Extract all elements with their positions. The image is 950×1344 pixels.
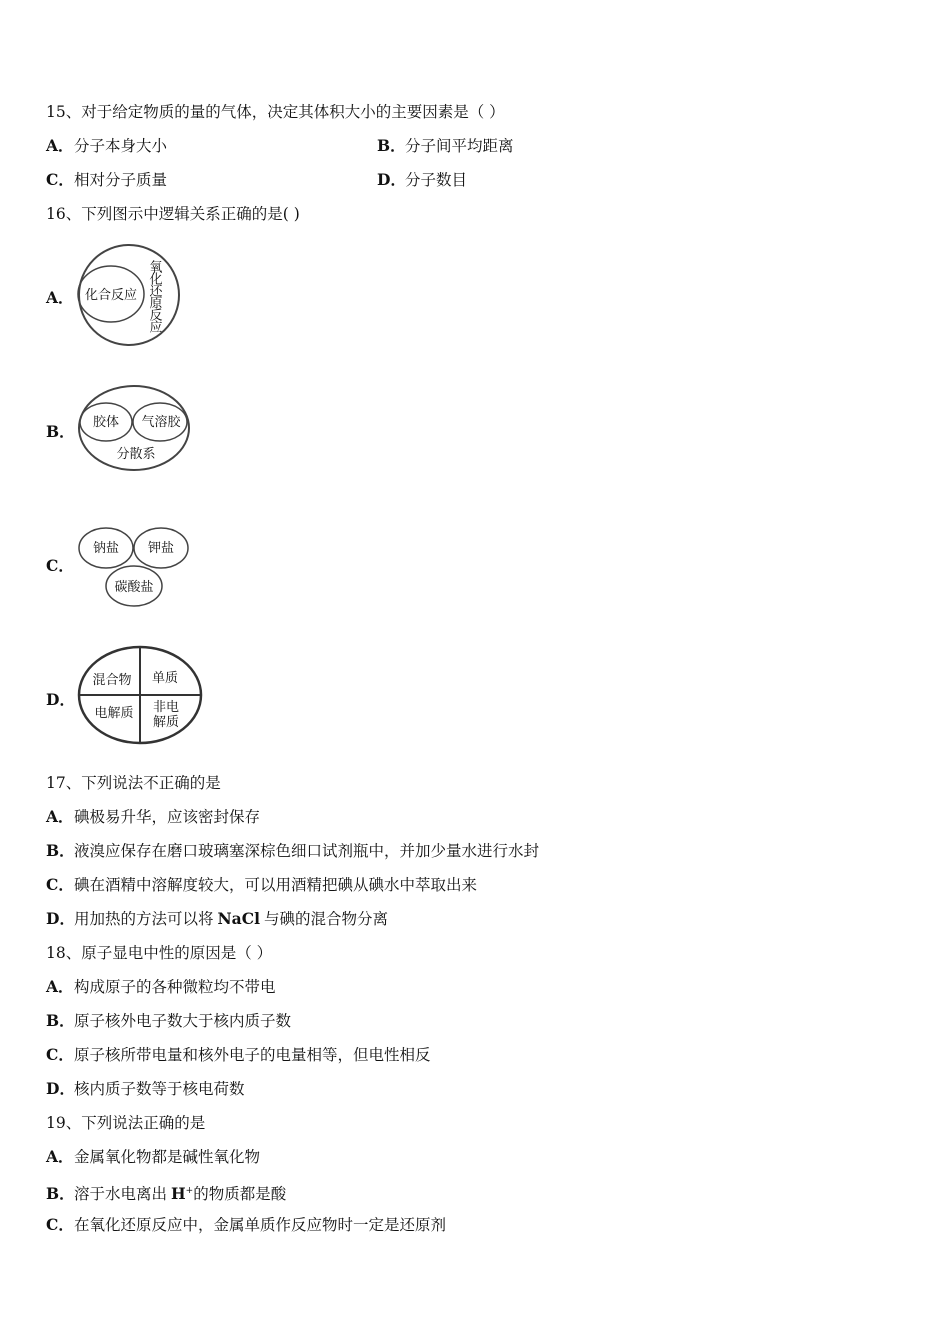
diagram-b	[74, 382, 196, 474]
ion-h: H	[171, 1184, 186, 1204]
q19-option-b	[46, 1181, 286, 1204]
diagram-d	[74, 644, 208, 748]
label-redox-reaction: 氧化还原反应	[146, 260, 162, 332]
option-label: B．	[46, 841, 75, 860]
label-electrolyte: 电解质	[94, 706, 134, 721]
option-text: 分子间平均距离	[405, 137, 514, 155]
option-text: 分子数目	[405, 171, 468, 189]
q16-option-a-label: A．	[46, 288, 74, 307]
label-combination-reaction: 化合反应	[84, 288, 138, 303]
option-text: 原子核外电子数大于核内质子数	[74, 1012, 292, 1030]
label-aerosol: 气溶胶	[141, 415, 181, 430]
option-text: 分子本身大小	[74, 137, 168, 155]
q18-option-b	[46, 1011, 291, 1031]
q18-option-a	[46, 977, 276, 997]
option-text: 用加热的方法可以将	[74, 910, 214, 928]
label-nonelectrolyte-2: 解质	[152, 715, 180, 730]
option-label: B．	[377, 136, 406, 155]
q18-option-d	[46, 1079, 245, 1099]
option-label: D．	[377, 170, 406, 189]
q15-option-d	[377, 170, 467, 190]
option-text: 碘极易升华，应该密封保存	[74, 808, 261, 826]
option-label: A．	[46, 807, 74, 826]
option-text: 相对分子质量	[74, 171, 168, 189]
option-text-cont: 的物质都是酸	[193, 1185, 287, 1204]
option-label: C．	[46, 1215, 74, 1234]
option-label: A．	[46, 1147, 74, 1166]
label-element: 单质	[151, 671, 179, 686]
option-label: B．	[46, 1011, 75, 1030]
option-text: 构成原子的各种微粒均不带电	[74, 978, 276, 996]
option-text: 在氧化还原反应中，金属单质作反应物时一定是还原剂	[74, 1216, 447, 1234]
option-text: 碘在酒精中溶解度较大，可以用酒精把碘从碘水中萃取出来	[74, 876, 478, 894]
q15-option-c	[46, 170, 167, 190]
option-text: 原子核所带电量和核外电子的电量相等，但电性相反	[74, 1046, 431, 1064]
diagram-a	[72, 240, 192, 350]
option-text-cont: 与碘的混合物分离	[263, 910, 388, 928]
q17-option-b	[46, 841, 539, 861]
option-text: 金属氧化物都是碱性氧化物	[74, 1148, 261, 1166]
label-colloid: 胶体	[92, 415, 120, 430]
q19-stem: 19、下列说法正确的是	[46, 1114, 206, 1132]
q18-stem: 18、原子显电中性的原因是（ ）	[46, 944, 273, 962]
q15-option-a	[46, 136, 167, 156]
label-nonelectrolyte-1: 非电	[152, 700, 180, 715]
option-text: 溶于水电离出	[74, 1185, 168, 1204]
option-label: A．	[46, 136, 74, 155]
q19-option-a	[46, 1147, 260, 1167]
option-label: A．	[46, 977, 74, 996]
label-carbonate: 碳酸盐	[114, 580, 154, 595]
label-potassium-salt: 钾盐	[147, 541, 175, 556]
option-label: D．	[46, 1079, 75, 1098]
q16-option-d-label: D．	[46, 690, 75, 709]
label-sodium-salt: 钠盐	[92, 541, 120, 556]
q17-option-d	[46, 909, 388, 929]
option-label: D．	[46, 909, 75, 928]
q17-stem: 17、下列说法不正确的是	[46, 774, 221, 792]
formula-nacl: NaCl	[217, 909, 260, 928]
option-text: 核内质子数等于核电荷数	[74, 1080, 245, 1098]
ion-charge: +	[185, 1186, 194, 1196]
diagram-c	[74, 524, 196, 610]
option-label: C．	[46, 875, 74, 894]
q16-option-b-label: B．	[46, 422, 75, 441]
q17-option-a	[46, 807, 260, 827]
label-dispersion-system: 分散系	[116, 447, 156, 462]
option-label: C．	[46, 1045, 74, 1064]
q15-stem: 15、对于给定物质的量的气体，决定其体积大小的主要因素是（ ）	[46, 103, 505, 121]
label-mixture: 混合物	[92, 673, 132, 688]
q16-option-c-label: C．	[46, 556, 74, 575]
q16-stem: 16、下列图示中逻辑关系正确的是( )	[46, 205, 300, 223]
q15-option-b	[377, 136, 514, 156]
option-label: C．	[46, 170, 74, 189]
option-label: B．	[46, 1184, 75, 1204]
q19-option-c	[46, 1215, 446, 1235]
q18-option-c	[46, 1045, 431, 1065]
q17-option-c	[46, 875, 477, 895]
option-text: 液溴应保存在磨口玻璃塞深棕色细口试剂瓶中，并加少量水进行水封	[74, 842, 540, 860]
